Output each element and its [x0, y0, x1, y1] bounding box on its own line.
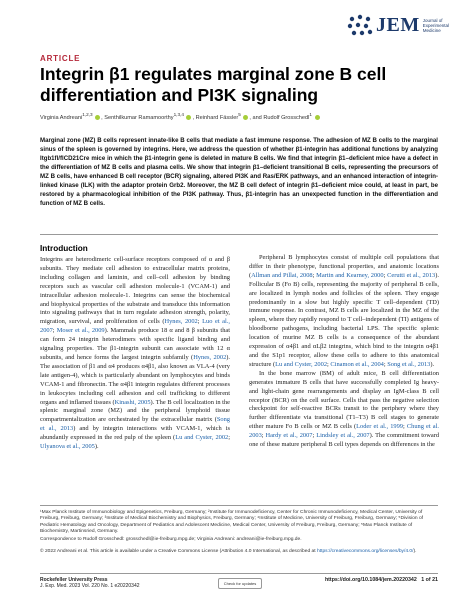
author-name[interactable]: Virginia Andreani — [40, 114, 83, 121]
citation-link[interactable]: Loder et al., 1999 — [356, 423, 403, 431]
citation-link[interactable]: Song et al., 2013 — [387, 360, 431, 368]
citation-link[interactable]: Cerutti et al., 2013 — [387, 271, 436, 279]
body-text: ; — [197, 318, 203, 326]
body-text: ; — [52, 327, 57, 335]
body-text: ). Follicular B (Fo B) cells, representing the majority of peripheral B cells, are localized in lymph nodes and follicles of the spleen. They engage predominantly in a slow but highly specific T cell–dependent (TD) immune response. In contrast, MZ B cells are localized in the MZ of the spleen, where they rapidly respond to T cell–independent (TI) antigens of bloodborne pathogens, including bacterial LPS. The specific splenic location of murine MZ B cells is a consequence of the abundant expression of α4β1 and αLβ2 integrins, which bind to the integrin α4β1 and the S1p1 receptor, allow these cells to adhere to this anatomical structure ( — [249, 271, 439, 368]
body-text: Integrins are heterodimeric cell-surface receptors composed of α and β subunits. They mediate cell adhesion to extracellular matrix proteins, including collagen and laminin, and cell–cell adhesion by binding receptors such as vascular cell adhesion molecule-1 (VCAM-1) and intracellular adhesion molecule-1. Integrins can sense the biochemical and biophysical properties of the substrate and transduce this information into signaling pathways that in turn regulate adhesion strength, polarity, migration, survival, and proliferation of cells ( — [40, 256, 230, 326]
orcid-icon[interactable] — [315, 115, 320, 120]
body-text: ). Mammals produce 18 α and 8 β subunits that can form 24 integrin heterodimers with specific ligand binding and signaling properties. The β1-integrin subunit can associate with 12 α subunits, and hence forms the largest integrin subfamily ( — [40, 327, 231, 361]
citation-link[interactable]: Hynes, 2002 — [193, 353, 227, 361]
body-text: ; — [312, 271, 317, 279]
author-conjunction: and — [252, 114, 262, 121]
intro-paragraph — [40, 256, 230, 452]
affiliations-footnote: ¹Max Planck Institute of Immunobiology and Epigenetics, Freiburg, Germany; ²Institute for Immunodeficiency, Center for Chronic Immunodeficiency, Medical Center, University of Freiburg, Freiburg, Germany; ³Institute of Medical Biochemistry and Biophysics, Freiburg, Germany; ⁴Institute of Medicine, University of Freiburg, Freiburg, Germany; ⁵Division of Pediatric Hematology and Oncology, Department of Pediatrics and Adolescent Medicine, Medical Center, University of Freiburg, Freiburg, Germany; ⁵Max Planck Institute of Biochemistry, Martinsried, Germany. — [40, 510, 424, 534]
body-text: ). — [94, 443, 99, 451]
body-text: ; — [402, 423, 407, 431]
citation-link[interactable]: Hynes, 2002 — [164, 318, 198, 326]
journal-logo-text: JEM — [376, 13, 420, 36]
doi-link[interactable]: https://doi.org/10.1084/jem.20220342 — [324, 577, 417, 583]
footnote-divider — [40, 505, 438, 506]
license-link[interactable]: https://creativecommons.org/licenses/by/4.0/ — [317, 549, 414, 554]
citation-link[interactable]: Luo et al., 2007 — [40, 318, 230, 335]
body-column-right — [249, 254, 439, 450]
author-affiliation: 1,2,3 — [82, 112, 93, 117]
citation-link[interactable]: Lindsley et al., 2007 — [316, 432, 370, 440]
body-text: ; — [228, 434, 231, 442]
citation-link[interactable]: Lu and Cyster, 2002 — [275, 360, 328, 368]
check-for-updates-button[interactable]: Check for updates — [218, 578, 262, 589]
correspondence-footnote: Correspondence to Rudolf Grosschedl: grosschedl@ie-freiburg.mpg.de; Virginia Andreani: andreani@ie-freiburg.mpg.de. — [40, 537, 302, 542]
body-text: ). — [430, 360, 435, 368]
copyright-text: © 2022 Andreani et al. This article is available under a Creative Commons License (Attribution 4.0 International, as described at — [40, 549, 317, 554]
copyright-footnote — [40, 549, 438, 555]
author-list: Virginia Andreani$^{1,2,3}$ , Senthilkumar Ramamoorthy$^{1,3,4}$ , Reinhard Fässler$^5$ , and Rudolf Grosschedl$^1$ — [40, 112, 440, 121]
publisher-name: Rockefeller University Press — [40, 577, 108, 583]
citation-link[interactable]: Martin and Kearney, 2000 — [316, 271, 384, 279]
body-text: ) and by integrin interactions with VCAM-1, which is abundantly expressed in the red pulp of the spleen ( — [40, 425, 230, 442]
body-text: ; — [383, 360, 388, 368]
article-type-label: ARTICLE — [40, 54, 81, 63]
citation-link[interactable]: Chung et al. 2003 — [249, 423, 440, 440]
body-column-left — [40, 256, 230, 452]
intro-paragraph — [249, 370, 439, 450]
journal-logo[interactable] — [346, 12, 454, 38]
citation-link[interactable]: Lu and Cyster, 2002 — [175, 434, 229, 442]
citation-link[interactable]: Cinamon et al., 2004 — [330, 360, 384, 368]
intro-paragraph — [249, 254, 439, 370]
author-name[interactable]: Rudolf Grosschedl — [263, 114, 310, 121]
body-text: ; — [327, 360, 331, 368]
orcid-icon[interactable] — [95, 115, 100, 120]
journal-citation: J. Exp. Med. 2023 Vol. 220 No. 1 e20220342 — [40, 583, 140, 590]
page-number: 1 of 21 — [421, 577, 438, 583]
citation-link[interactable]: Kinashi, 2005 — [114, 398, 151, 406]
doi-footer — [325, 577, 438, 583]
orcid-icon[interactable] — [243, 115, 248, 120]
body-text: ). The commitment toward one of these mature peripheral B cell types depends on differences in the — [249, 432, 440, 449]
author-name[interactable]: Reinhard Fässler — [195, 114, 239, 121]
citation-link[interactable]: Song et al., 2013 — [40, 416, 230, 433]
citation-link[interactable]: Allman and Pillai, 2008 — [251, 271, 313, 279]
orcid-icon[interactable] — [186, 115, 191, 120]
body-text: In the bone marrow (BM) of adult mice, B cell differentiation generates immature B cells that have successfully completed Ig heavy- and light-chain gene rearrangements and display an IgM-class B cell receptor (BCR) on the cell surface. Cells that pass the negative selection checkpoint for self-reactive BCRs transit to the periphery where they further differentiate via transitional (T1–T3) B cell stages to generate either mature Fo B cells or MZ B cells ( — [249, 369, 439, 431]
author-affiliation: 1,3,4 — [173, 112, 184, 117]
citation-link[interactable]: Moser et al., 2009 — [56, 327, 105, 335]
body-text: ). The association of β1 and α4 produces α4β1, also known as VLA-4 (very late antigen-4), which is particularly abundant on lymphocytes and binds VCAM-1 and fibronectin. The α4β1 integrin regulates different processes in leukocytes including cell adhesion and cell trafficking to different organs and inflamed tissues ( — [40, 353, 230, 406]
body-text: ; — [312, 432, 317, 440]
author-name[interactable]: Senthilkumar Ramamoorthy — [104, 114, 174, 121]
body-text: ; — [383, 271, 388, 279]
body-text: ). The B cell localization in the splenic marginal zone (MZ) and the peripheral lymphoid tissue compartmentalization are orchestrated by the extracellular matrix ( — [40, 398, 230, 424]
copyright-text: ). — [413, 549, 417, 554]
author-affiliation: 5 — [238, 112, 241, 117]
journal-logo-subtitle: Journal of Experimental Medicine — [422, 17, 449, 33]
introduction-heading: Introduction — [40, 244, 88, 253]
citation-link[interactable]: Hardy et al., 2007 — [265, 432, 313, 440]
abstract: Marginal zone (MZ) B cells represent innate-like B cells that mediate a fast immune response. The adhesion of MZ B cells to the marginal sinus of the spleen is governed by integrins. Here, we address the question of whether β1-integrin has additional functions by analyzing Itgb1fl/flCD21Cre mice in which the β1-integrin gene is deleted in mature B cells. We find that integrin β1–deficient mice have a defect in the differentiation of MZ B cells and plasma cells. We show that integrin β1–deficient transitional B cells, representing the precursors of MZ B cells, have enhanced B cell receptor (BCR) signaling, altered PI3K and Ras/ERK pathways, and an enhanced interaction of integrin-linked kinase (ILK) with the adaptor protein Grb2. Moreover, the MZ B cell defect of integrin β1–deficient mice could, at least in part, be restored by a pharmacological inhibition of the PI3K pathway. Thus, β1-integrin has an unexpected function in the differentiation and function of MZ B cells. — [40, 137, 438, 207]
body-text: ; — [261, 432, 266, 440]
abstract-divider — [40, 234, 438, 235]
citation-link[interactable]: Ulyanova et al., 2005 — [40, 443, 95, 451]
article-title: Integrin β1 regulates marginal zone B cell differentiation and PI3K signaling — [40, 64, 387, 105]
body-text: Peripheral B lymphocytes consist of multiple cell populations that differ in their phenotype, functional properties, and anatomic locations ( — [249, 254, 439, 279]
bottom-divider — [40, 573, 438, 574]
jem-emblem-icon — [346, 13, 374, 37]
author-affiliation: 1 — [309, 112, 312, 117]
